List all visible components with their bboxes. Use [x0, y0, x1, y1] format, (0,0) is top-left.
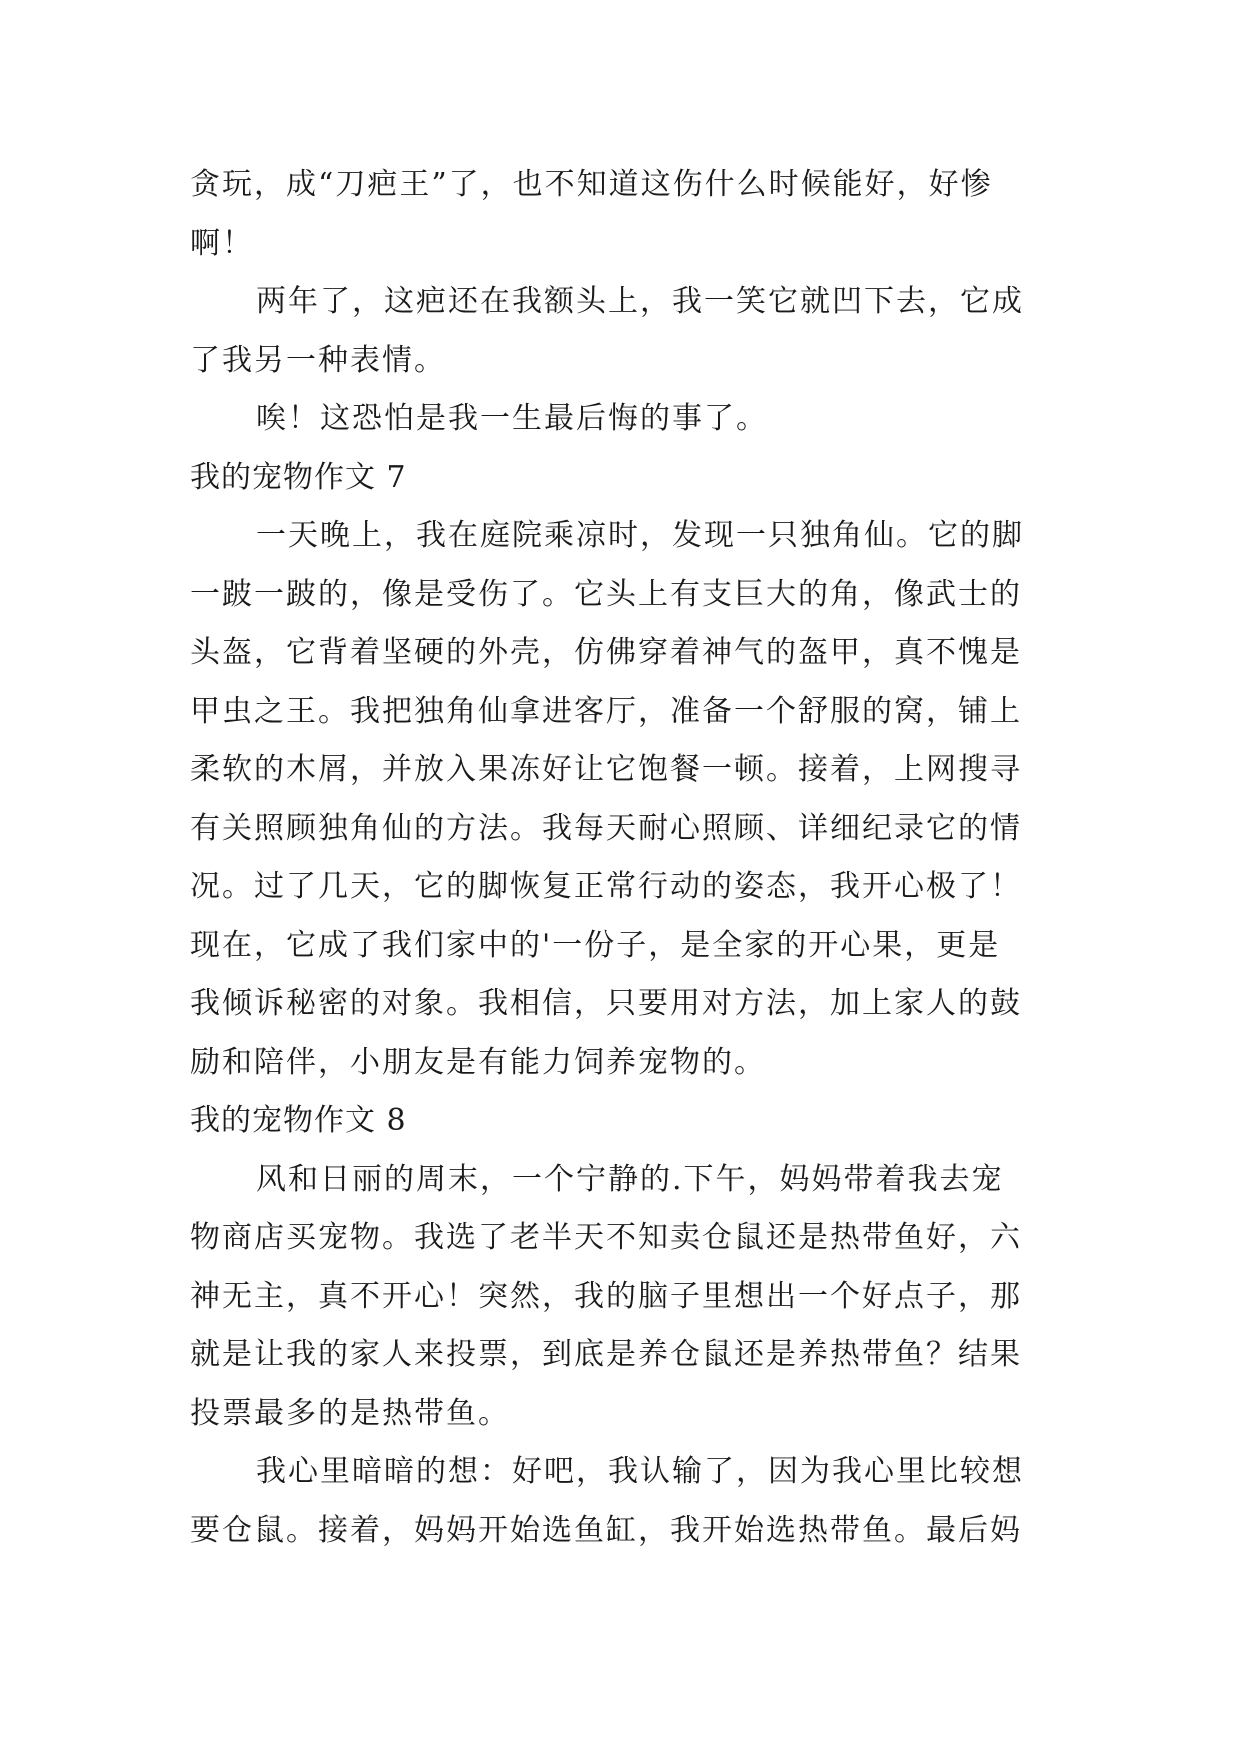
text-line: 我倾诉秘密的对象。我相信，只要用对方法，加上家人的鼓 — [190, 986, 1022, 1021]
document-page — [190, 156, 1050, 1560]
text-line: 了我另一种表情。 — [190, 342, 446, 378]
text-line: 头盔，它背着坚硬的外壳，仿佛穿着神气的盔甲，真不愧是 — [190, 635, 1022, 670]
text-line: 现在，它成了我们家中的'一份子，是全家的开心果，更是 — [190, 927, 1001, 963]
paragraph-start: 我心里暗暗的想：好吧，我认输了，因为我心里比较想 — [256, 1454, 1024, 1489]
section-heading: 我的宠物作文 7 — [190, 459, 407, 495]
text-line: 物商店买宠物。我选了老半天不知卖仓鼠还是热带鱼好，六 — [190, 1220, 1022, 1255]
text-line: 励和陪伴，小朋友是有能力饲养宠物的。 — [190, 1044, 766, 1080]
paragraph-start: 唉！这恐怕是我一生最后悔的事了。 — [256, 401, 768, 436]
paragraph-start: 一天晚上，我在庭院乘凉时，发现一只独角仙。它的脚 — [256, 518, 1024, 553]
text-line: 有关照顾独角仙的方法。我每天耐心照顾、详细纪录它的情 — [190, 810, 1022, 846]
section-heading: 我的宠物作文 8 — [190, 1103, 407, 1138]
text-line: 况。过了几天，它的脚恢复正常行动的姿态，我开心极了！ — [190, 869, 1022, 904]
text-line: 一跛一跛的，像是受伤了。它头上有支巨大的角，像武士的 — [190, 576, 1022, 612]
text-line: 神无主，真不开心！突然，我的脑子里想出一个好点子，那 — [190, 1278, 1022, 1314]
text-line: 贪玩，成“刀疤王”了，也不知道这伤什么时候能好，好惨 — [190, 167, 993, 202]
text-line: 要仓鼠。接着，妈妈开始选鱼缸，我开始选热带鱼。最后妈 — [190, 1512, 1022, 1548]
paragraph-start: 风和日丽的周末，一个宁静的.下午，妈妈带着我去宠 — [256, 1161, 1004, 1197]
text-line: 甲虫之王。我把独角仙拿进客厅，准备一个舒服的窝，铺上 — [190, 693, 1022, 729]
paragraph-start: 两年了，这疤还在我额头上，我一笑它就凹下去，它成 — [256, 284, 1024, 319]
text-line: 柔软的木屑，并放入果冻好让它饱餐一顿。接着，上网搜寻 — [190, 752, 1022, 787]
text-line: 啊！ — [190, 225, 254, 261]
text-line: 投票最多的是热带鱼。 — [190, 1395, 510, 1431]
text-line: 就是让我的家人来投票，到底是养仓鼠还是养热带鱼？结果 — [190, 1337, 1022, 1372]
